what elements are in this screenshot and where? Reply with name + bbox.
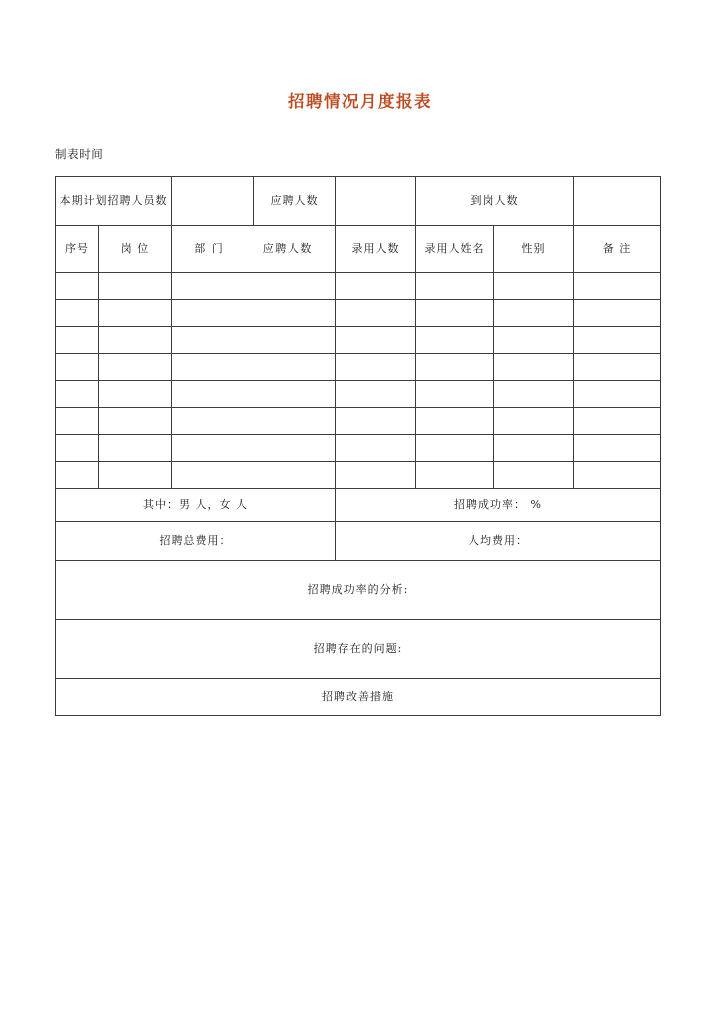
cell-gender[interactable] — [494, 327, 574, 354]
column-header-dept-applicants — [172, 226, 336, 273]
cell-gender[interactable] — [494, 408, 574, 435]
cell-hired-name[interactable] — [416, 300, 494, 327]
cell-remark[interactable] — [574, 408, 661, 435]
cell-index[interactable] — [56, 273, 99, 300]
column-header-hired-count: 录用人数 — [336, 226, 416, 273]
summary-total-cost[interactable]: 招聘总费用： — [56, 522, 336, 561]
cell-hired-count[interactable] — [336, 435, 416, 462]
cell-hired-count[interactable] — [336, 408, 416, 435]
cell-gender[interactable] — [494, 462, 574, 489]
cell-hired-name[interactable] — [416, 273, 494, 300]
cell-dept-applicants[interactable] — [172, 462, 336, 489]
table-row — [56, 273, 661, 300]
cell-dept-applicants[interactable] — [172, 408, 336, 435]
notes-row-improvements — [56, 679, 661, 716]
cell-hired-name[interactable] — [416, 462, 494, 489]
column-header-department: 部 门 — [194, 241, 225, 255]
table-row — [56, 354, 661, 381]
table-row — [56, 381, 661, 408]
cell-position[interactable] — [99, 381, 172, 408]
cell-dept-applicants[interactable] — [172, 435, 336, 462]
cell-hired-name[interactable] — [416, 327, 494, 354]
recruitment-table — [55, 176, 661, 716]
summary-row-gender-rate — [56, 489, 661, 522]
cell-remark[interactable] — [574, 381, 661, 408]
cell-index[interactable] — [56, 408, 99, 435]
cell-hired-count[interactable] — [336, 327, 416, 354]
column-header-gender: 性别 — [494, 226, 574, 273]
cell-position[interactable] — [99, 408, 172, 435]
cell-hired-count[interactable] — [336, 273, 416, 300]
cell-hired-name[interactable] — [416, 354, 494, 381]
cell-remark[interactable] — [574, 462, 661, 489]
summary-gender-breakdown[interactable]: 其中：男 人，女 人 — [56, 489, 336, 522]
column-header-position: 岗 位 — [99, 226, 172, 273]
cell-hired-name[interactable] — [416, 435, 494, 462]
cell-gender[interactable] — [494, 435, 574, 462]
cell-remark[interactable] — [574, 327, 661, 354]
cell-dept-applicants[interactable] — [172, 300, 336, 327]
cell-dept-applicants[interactable] — [172, 327, 336, 354]
cell-index[interactable] — [56, 354, 99, 381]
header-applicants-total: 应聘人数 — [254, 177, 336, 226]
cell-index[interactable] — [56, 381, 99, 408]
cell-remark[interactable] — [574, 273, 661, 300]
cell-gender[interactable] — [494, 381, 574, 408]
cell-index[interactable] — [56, 435, 99, 462]
notes-improvement-measures[interactable]: 招聘改善措施 — [56, 679, 661, 716]
cell-hired-name[interactable] — [416, 408, 494, 435]
cell-hired-count[interactable] — [336, 381, 416, 408]
header-blank-1 — [172, 177, 254, 226]
table-header-row-1 — [56, 177, 661, 226]
cell-position[interactable] — [99, 327, 172, 354]
cell-position[interactable] — [99, 273, 172, 300]
table-row — [56, 435, 661, 462]
cell-gender[interactable] — [494, 354, 574, 381]
column-header-applicant-count: 应聘人数 — [262, 241, 313, 255]
recruitment-form — [55, 176, 660, 716]
column-header-remark: 备 注 — [574, 226, 661, 273]
form-date-label: 制表时间 — [55, 147, 104, 161]
cell-position[interactable] — [99, 462, 172, 489]
cell-position[interactable] — [99, 435, 172, 462]
table-header-row-2 — [56, 226, 661, 273]
table-row — [56, 408, 661, 435]
cell-hired-count[interactable] — [336, 462, 416, 489]
cell-dept-applicants[interactable] — [172, 381, 336, 408]
cell-hired-count[interactable] — [336, 354, 416, 381]
cell-position[interactable] — [99, 354, 172, 381]
notes-row-analysis — [56, 561, 661, 620]
cell-gender[interactable] — [494, 300, 574, 327]
summary-average-cost[interactable]: 人均费用： — [336, 522, 661, 561]
notes-row-problems — [56, 620, 661, 679]
cell-remark[interactable] — [574, 354, 661, 381]
cell-dept-applicants[interactable] — [172, 273, 336, 300]
cell-remark[interactable] — [574, 435, 661, 462]
page-title: 招聘情况月度报表 — [288, 92, 432, 111]
cell-remark[interactable] — [574, 300, 661, 327]
column-header-hired-name: 录用人姓名 — [416, 226, 494, 273]
header-planned-headcount: 本期计划招聘人员数 — [56, 177, 172, 226]
notes-recruitment-problems[interactable]: 招聘存在的问题: — [56, 620, 661, 679]
summary-row-costs — [56, 522, 661, 561]
table-row — [56, 327, 661, 354]
header-blank-2 — [336, 177, 416, 226]
header-onboarded-total: 到岗人数 — [416, 177, 574, 226]
column-header-index: 序号 — [56, 226, 99, 273]
cell-hired-count[interactable] — [336, 300, 416, 327]
cell-gender[interactable] — [494, 273, 574, 300]
cell-hired-name[interactable] — [416, 381, 494, 408]
notes-success-rate-analysis[interactable]: 招聘成功率的分析: — [56, 561, 661, 620]
cell-dept-applicants[interactable] — [172, 354, 336, 381]
table-row — [56, 300, 661, 327]
cell-index[interactable] — [56, 300, 99, 327]
header-blank-3 — [574, 177, 661, 226]
cell-position[interactable] — [99, 300, 172, 327]
cell-index[interactable] — [56, 462, 99, 489]
summary-success-rate[interactable]: 招聘成功率： % — [336, 489, 661, 522]
table-row — [56, 462, 661, 489]
cell-index[interactable] — [56, 327, 99, 354]
